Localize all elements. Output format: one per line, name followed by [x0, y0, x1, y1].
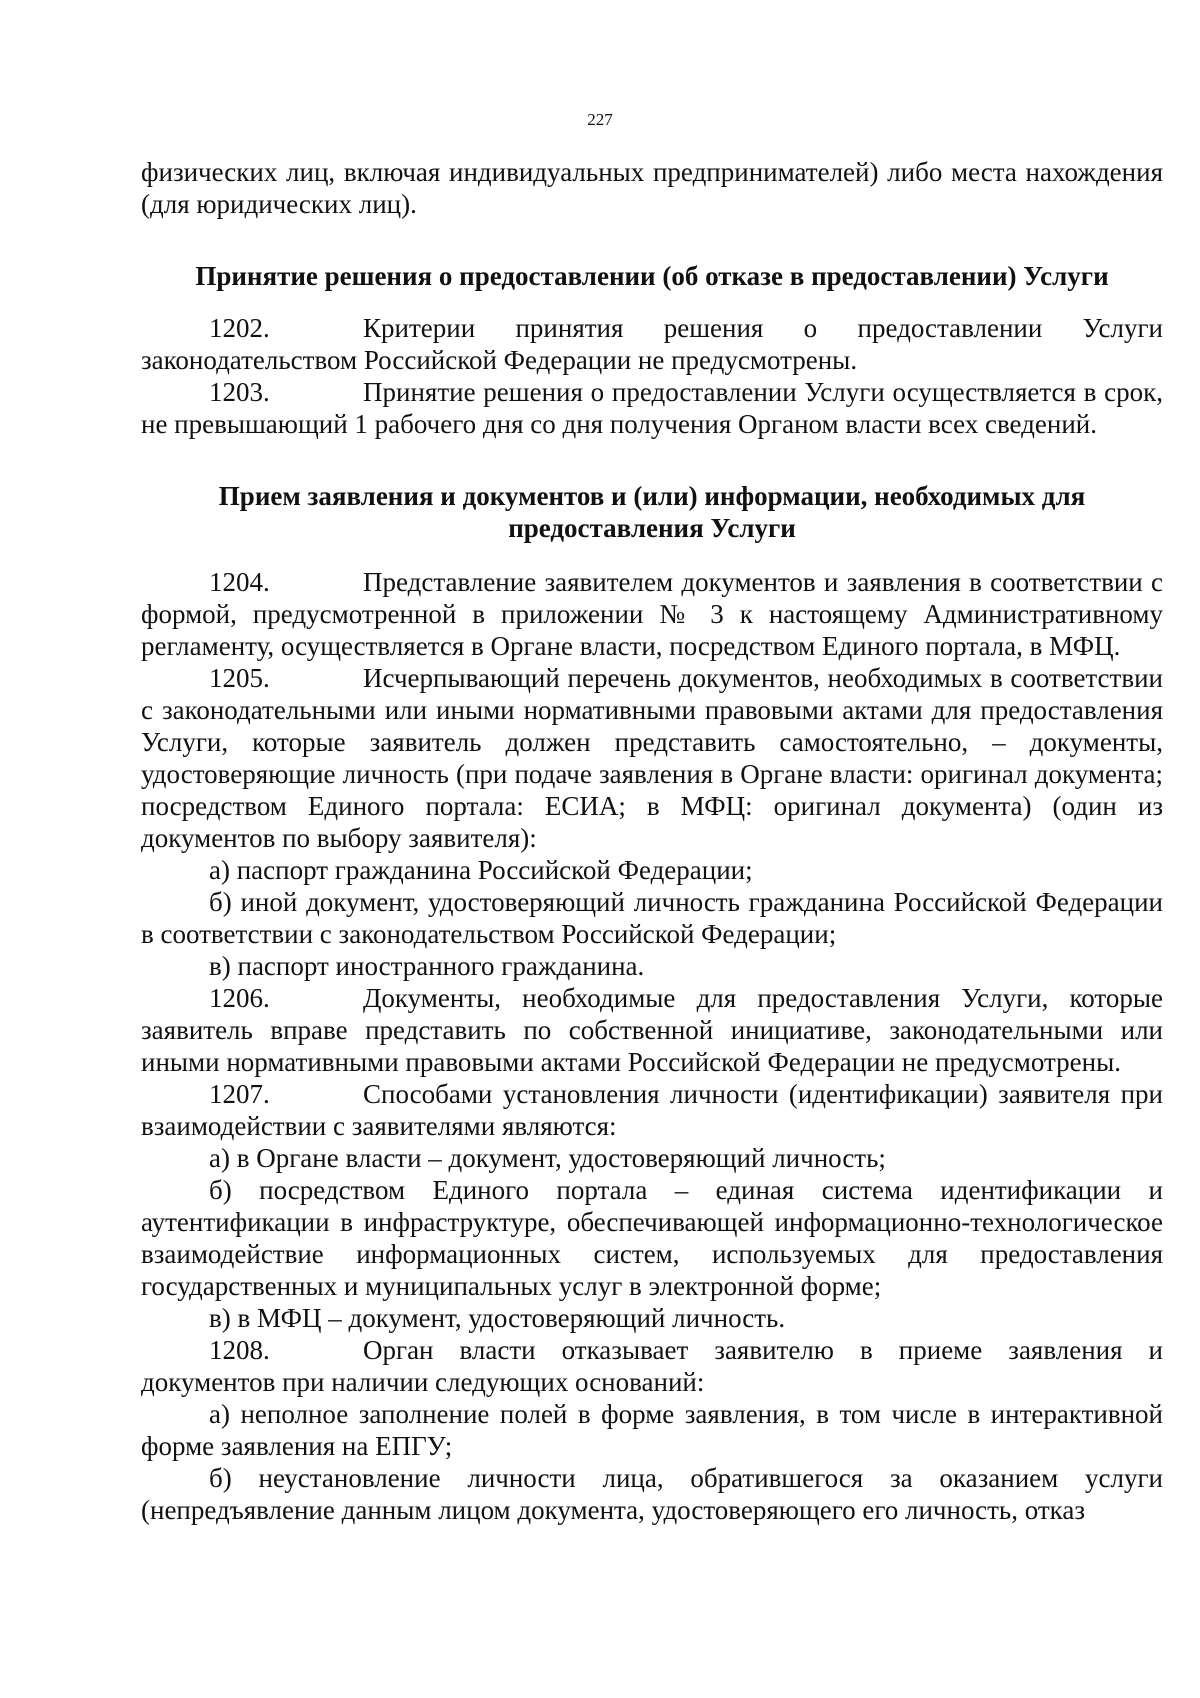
clause-text: Документы, необходимые для предоставления Услуги, которые заявитель вправе представить по собственной инициативе, законодательными или иными нормативными правовыми актами Российской Федерации не предусмотрены. — [141, 983, 1163, 1077]
clause-text: Представление заявителем документов и заявления в соответствии с формой, предусмотренной в приложении № 3 к настоящему Административному регламенту, осуществляется в Органе власти, посредством Единого портала, в МФЦ. — [141, 567, 1163, 661]
clause-number: 1204. — [209, 567, 270, 597]
list-item-1207-a: а) в Органе власти – документ, удостоверяющий личность; — [209, 1143, 886, 1173]
document-body — [141, 156, 1163, 1526]
list-item-1208-b: б) неустановление личности лица, обратившегося за оказанием услуги (непредъявление данным лицом документа, удостоверяющего его личность, отказ — [141, 1463, 1163, 1525]
clause-number: 1207. — [209, 1079, 270, 1109]
paragraph-1205 — [141, 662, 1163, 854]
list-item-1208-a: а) неполное заполнение полей в форме заявления, в том числе в интерактивной форме заявления на ЕПГУ; — [141, 1399, 1163, 1461]
list-item-1205-b: б) иной документ, удостоверяющий личность гражданина Российской Федерации в соответствии с законодательством Российской Федерации; — [141, 887, 1163, 949]
paragraph-1207 — [141, 1078, 1163, 1142]
list-item-1207-b: б) посредством Единого портала – единая система идентификации и аутентификации в инфраструктуре, обеспечивающей информационно-технологическое взаимодействие информационных систем, используемых для предоставления государственных и муниципальных услуг в электронной форме; — [141, 1175, 1163, 1301]
list-item-1207-c: в) в МФЦ – документ, удостоверяющий личность. — [209, 1303, 786, 1333]
section-heading-reception — [141, 480, 1163, 544]
clause-number: 1203. — [209, 377, 270, 407]
section-heading-line: предоставления Услуги — [508, 513, 796, 543]
clause-number: 1206. — [209, 983, 270, 1013]
list-item-1205-a: а) паспорт гражданина Российской Федерации; — [209, 855, 753, 885]
clause-number: 1205. — [209, 663, 270, 693]
clause-text: Способами установления личности (идентификации) заявителя при взаимодействии с заявителями являются: — [141, 1079, 1163, 1141]
paragraph-1206 — [141, 982, 1163, 1078]
paragraph-1203 — [141, 376, 1163, 440]
clause-number: 1208. — [209, 1335, 270, 1365]
page-number: 227 — [587, 110, 613, 129]
clause-text: Принятие решения о предоставлении Услуги осуществляется в срок, не превышающий 1 рабочего дня со дня получения Органом власти всех сведений. — [141, 377, 1163, 439]
clause-text: Критерии принятия решения о предоставлении Услуги законодательством Российской Федерации не предусмотрены. — [141, 313, 1163, 375]
clause-number: 1202. — [209, 313, 270, 343]
paragraph-1204 — [141, 566, 1163, 662]
clause-text: Исчерпывающий перечень документов, необходимых в соответствии с законодательными или иными нормативными правовыми актами для предоставления Услуги, которые заявитель должен представить самостоятельно, – документы, удостоверяющие личность (при подаче заявления в Органе власти: оригинал документа; посредством Единого портала: ЕСИА; в МФЦ: оригинал документа) (один из документов по выбору заявителя): — [141, 663, 1163, 853]
intro-paragraph: физических лиц, включая индивидуальных предпринимателей) либо места нахождения (для юридических лиц). — [141, 157, 1163, 219]
section-heading-line: Прием заявления и документов и (или) информации, необходимых для — [218, 481, 1086, 511]
paragraph-1202 — [141, 312, 1163, 376]
clause-text: Орган власти отказывает заявителю в приеме заявления и документов при наличии следующих оснований: — [141, 1335, 1163, 1397]
list-item-1205-c: в) паспорт иностранного гражданина. — [209, 951, 645, 981]
paragraph-1208 — [141, 1334, 1163, 1398]
section-heading-decision: Принятие решения о предоставлении (об отказе в предоставлении) Услуги — [195, 261, 1109, 291]
